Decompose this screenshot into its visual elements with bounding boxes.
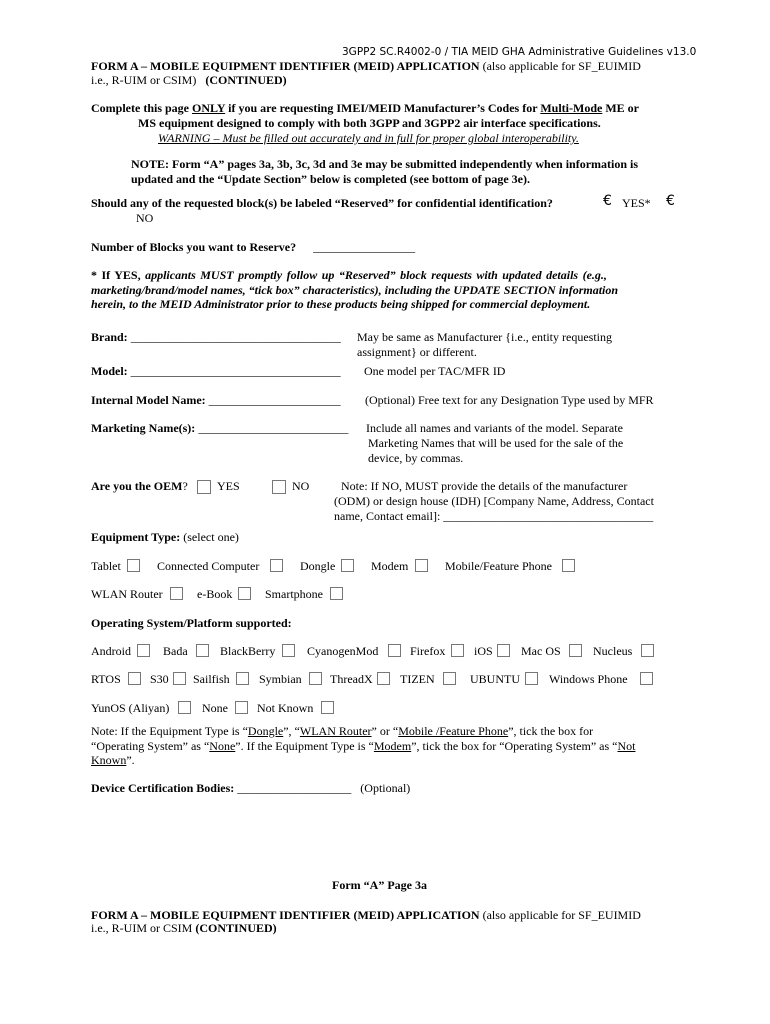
os-checkbox-macos[interactable] bbox=[569, 644, 582, 657]
os-checkbox-tizen[interactable] bbox=[443, 672, 456, 685]
reserved-question: Should any of the requested block(s) be labeled “Reserved” for confidential identification? bbox=[91, 196, 553, 210]
equip-label-mobile-feature-phone: Mobile/Feature Phone bbox=[445, 559, 552, 573]
reserved-no-checkbox[interactable]: € bbox=[666, 193, 675, 209]
equipment-type-label: Equipment Type: bbox=[91, 530, 181, 544]
internal-model-input[interactable]: ______________________ bbox=[208, 393, 341, 407]
brand-note-1: May be same as Manufacturer {i.e., entity requesting bbox=[357, 330, 613, 344]
equip-label-wlan-router: WLAN Router bbox=[91, 587, 163, 601]
model-label: Model: bbox=[91, 364, 128, 378]
form-title bbox=[91, 59, 641, 74]
os-checkbox-bada[interactable] bbox=[196, 644, 209, 657]
intro-line2: MS equipment designed to comply with both 3GPP and 3GPP2 air interface specifications. bbox=[138, 116, 601, 130]
equip-checkbox-modem[interactable] bbox=[415, 559, 428, 572]
os-label-firefox: Firefox bbox=[410, 644, 446, 658]
os-label-none: None bbox=[202, 701, 228, 715]
page-label: Form “A” Page 3a bbox=[332, 878, 427, 892]
equipment-type-heading bbox=[91, 530, 239, 545]
equipment-note-line2: “Operating System” as “None”. If the Equipment Type is “Modem”, tick the box for “Operating System” as “Not bbox=[91, 739, 636, 753]
warning-text: WARNING – Must be filled out accurately and in full for proper global interoperability. bbox=[158, 131, 579, 145]
oem-label: Are you the OEM bbox=[91, 479, 183, 493]
os-checkbox-sailfish[interactable] bbox=[236, 672, 249, 685]
oem-row: Are you the OEM? bbox=[91, 479, 188, 493]
os-label-cyanogenmod: CyanogenMod bbox=[307, 644, 379, 658]
os-label-windows-phone: Windows Phone bbox=[549, 672, 628, 686]
note-line1: NOTE: Form “A” pages 3a, 3b, 3c, 3d and 3e may be submitted independently when information is bbox=[131, 157, 639, 171]
equip-label-modem: Modem bbox=[371, 559, 409, 573]
equip-checkbox-connected-computer[interactable] bbox=[270, 559, 283, 572]
note-line2: updated and the “Update Section” below is completed (see bottom of page 3e). bbox=[131, 172, 530, 186]
equipment-note-line1: Note: If the Equipment Type is “Dongle”, “WLAN Router” or “Mobile /Feature Phone”, tick the box for bbox=[91, 724, 594, 738]
os-checkbox-android[interactable] bbox=[137, 644, 150, 657]
os-checkbox-ios[interactable] bbox=[497, 644, 510, 657]
continued-label: (CONTINUED) bbox=[205, 73, 287, 87]
blocks-input[interactable]: _________________ bbox=[313, 240, 416, 254]
oem-note-2: (ODM) or design house (IDH) [Company Name, Address, Contact bbox=[334, 494, 654, 508]
os-checkbox-none[interactable] bbox=[235, 701, 248, 714]
os-label-symbian: Symbian bbox=[259, 672, 302, 686]
oem-yes-checkbox[interactable] bbox=[197, 480, 211, 494]
running-header: 3GPP2 SC.R4002-0 / TIA MEID GHA Administrative Guidelines v13.0 bbox=[342, 46, 697, 58]
os-checkbox-blackberry[interactable] bbox=[282, 644, 295, 657]
marketing-row bbox=[91, 421, 348, 436]
os-checkbox-firefox[interactable] bbox=[451, 644, 464, 657]
cert-input[interactable]: ___________________ bbox=[237, 781, 352, 795]
os-label-yunos: YunOS (Aliyan) bbox=[91, 701, 170, 715]
form-title-normal: (also applicable for SF_EUIMID bbox=[479, 59, 641, 73]
os-checkbox-symbian[interactable] bbox=[309, 672, 322, 685]
blocks-row bbox=[91, 240, 415, 255]
os-checkbox-nucleus[interactable] bbox=[641, 644, 654, 657]
oem-no-checkbox[interactable] bbox=[272, 480, 286, 494]
os-label-threadx: ThreadX bbox=[330, 672, 373, 686]
oem-no-label: NO bbox=[292, 479, 310, 493]
cert-optional: (Optional) bbox=[360, 781, 411, 795]
os-label-s30: S30 bbox=[150, 672, 169, 686]
model-row bbox=[91, 364, 341, 379]
os-label-blackberry: BlackBerry bbox=[220, 644, 276, 658]
equip-checkbox-ebook[interactable] bbox=[238, 587, 251, 600]
equip-label-connected-computer: Connected Computer bbox=[157, 559, 260, 573]
equipment-note-line3: Known”. bbox=[91, 753, 135, 767]
marketing-label: Marketing Name(s): bbox=[91, 421, 196, 435]
marketing-note-3: device, by commas. bbox=[368, 451, 464, 465]
equip-checkbox-tablet[interactable] bbox=[127, 559, 140, 572]
equip-label-smartphone: Smartphone bbox=[265, 587, 323, 601]
model-input[interactable]: ___________________________________ bbox=[130, 364, 341, 378]
os-label-rtos: RTOS bbox=[91, 672, 121, 686]
oem-yes-label: YES bbox=[217, 479, 240, 493]
intro-line1: Complete this page ONLY if you are requesting IMEI/MEID Manufacturer’s Codes for Multi-Mode ME or bbox=[91, 101, 639, 115]
oem-note-3: name, Contact email]: ___________________________________ bbox=[334, 509, 654, 523]
os-label-android: Android bbox=[91, 644, 131, 658]
form-title-bold: FORM A – MOBILE EQUIPMENT IDENTIFIER (MEID) APPLICATION bbox=[91, 59, 480, 73]
oem-note-1: Note: If NO, MUST provide the details of the manufacturer bbox=[341, 479, 628, 493]
os-heading: Operating System/Platform supported: bbox=[91, 616, 292, 630]
os-label-bada: Bada bbox=[163, 644, 188, 658]
equip-label-tablet: Tablet bbox=[91, 559, 121, 573]
brand-label: Brand: bbox=[91, 330, 128, 344]
internal-model-note: (Optional) Free text for any Designation Type used by MFR bbox=[365, 393, 654, 407]
os-checkbox-ubuntu[interactable] bbox=[525, 672, 538, 685]
form-title-line2: i.e., R-UIM or CSIM) (CONTINUED) bbox=[91, 73, 287, 87]
internal-model-row bbox=[91, 393, 341, 408]
os-label-nucleus: Nucleus bbox=[593, 644, 633, 658]
cert-row bbox=[91, 781, 410, 796]
os-label-ios: iOS bbox=[474, 644, 493, 658]
yes-note-line1: * If YES, applicants MUST promptly follow up “Reserved” block requests with updated details (e.g., bbox=[91, 268, 607, 282]
equip-checkbox-wlan-router[interactable] bbox=[170, 587, 183, 600]
equip-label-ebook: e-Book bbox=[197, 587, 233, 601]
model-note: One model per TAC/MFR ID bbox=[364, 364, 506, 378]
footer-title: FORM A – MOBILE EQUIPMENT IDENTIFIER (MEID) APPLICATION (also applicable for SF_EUIMID bbox=[91, 908, 641, 922]
os-label-not-known: Not Known bbox=[257, 701, 314, 715]
os-checkbox-threadx[interactable] bbox=[377, 672, 390, 685]
reserved-no-label: NO bbox=[136, 211, 154, 225]
equip-checkbox-mobile-feature-phone[interactable] bbox=[562, 559, 575, 572]
reserved-yes-label: YES* bbox=[622, 196, 651, 210]
reserved-yes-checkbox[interactable]: € bbox=[603, 193, 612, 209]
equip-label-dongle: Dongle bbox=[300, 559, 336, 573]
brand-input[interactable]: ___________________________________ bbox=[130, 330, 341, 344]
os-checkbox-yunos[interactable] bbox=[178, 701, 191, 714]
marketing-input[interactable]: _________________________ bbox=[198, 421, 349, 435]
os-checkbox-cyanogenmod[interactable] bbox=[388, 644, 401, 657]
os-checkbox-windows-phone[interactable] bbox=[640, 672, 653, 685]
os-checkbox-not-known[interactable] bbox=[321, 701, 334, 714]
brand-note-2: assignment} or different. bbox=[357, 345, 477, 359]
equip-checkbox-dongle[interactable] bbox=[341, 559, 354, 572]
yes-note-line2: marketing/brand/model names, “tick box” characteristics), including the UPDATE SECTION information bbox=[91, 283, 619, 297]
marketing-note-1: Include all names and variants of the model. Separate bbox=[366, 421, 623, 435]
os-checkbox-rtos[interactable] bbox=[128, 672, 141, 685]
equip-checkbox-smartphone[interactable] bbox=[330, 587, 343, 600]
blocks-label: Number of Blocks you want to Reserve? bbox=[91, 240, 297, 254]
footer-title-line2: i.e., R-UIM or CSIM (CONTINUED) bbox=[91, 921, 277, 935]
equipment-type-hint: (select one) bbox=[183, 530, 239, 544]
internal-model-label: Internal Model Name: bbox=[91, 393, 206, 407]
os-label-sailfish: Sailfish bbox=[193, 672, 230, 686]
marketing-note-2: Marketing Names that will be used for the sale of the bbox=[368, 436, 624, 450]
os-label-tizen: TIZEN bbox=[400, 672, 435, 686]
os-label-ubuntu: UBUNTU bbox=[470, 672, 520, 686]
yes-note-line3: herein, to the MEID Administrator prior to these products being shipped for commercial deployment. bbox=[91, 297, 591, 311]
os-label-macos: Mac OS bbox=[521, 644, 561, 658]
brand-row bbox=[91, 330, 341, 345]
cert-label: Device Certification Bodies: bbox=[91, 781, 235, 795]
os-checkbox-s30[interactable] bbox=[173, 672, 186, 685]
